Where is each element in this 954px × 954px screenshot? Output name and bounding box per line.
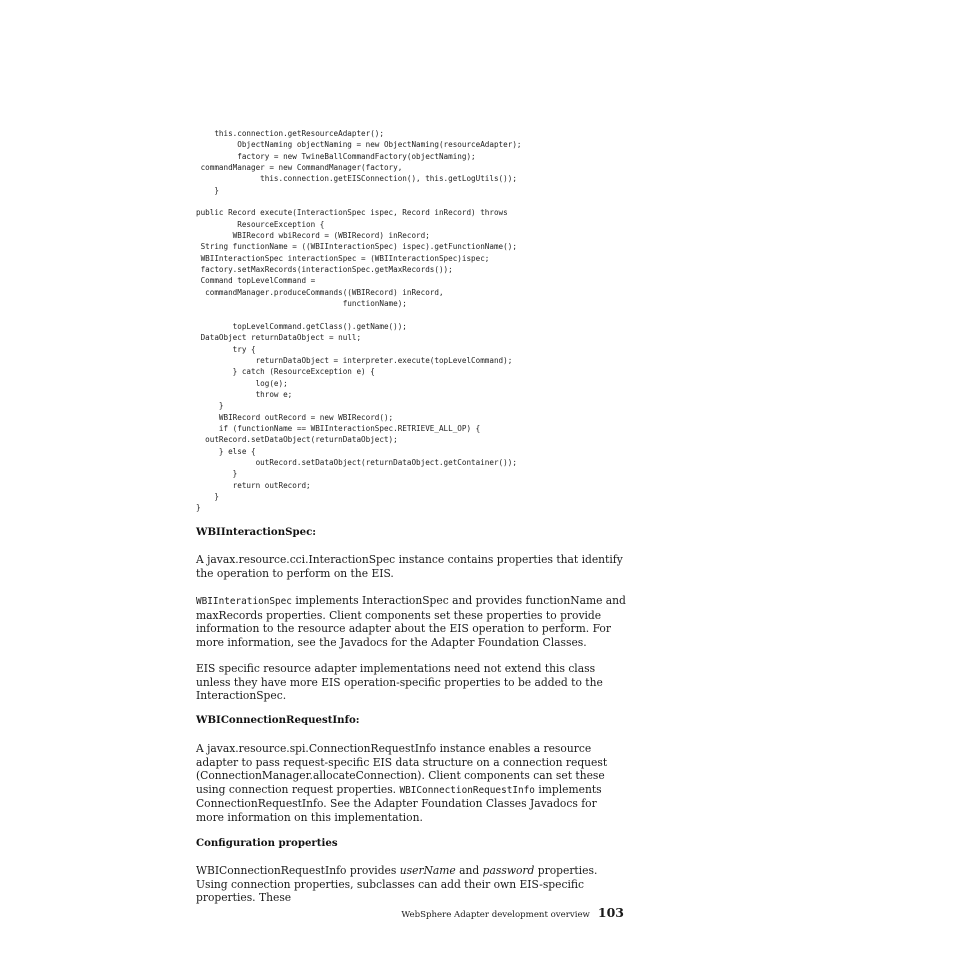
paragraph-wbiinteractionspec-desc: [196, 594, 626, 649]
paragraph-text: A javax.resource.cci.InteractionSpec instance contains properties that identify the operation to perform on the EIS.: [196, 553, 623, 580]
inline-code: WBIInterationSpec: [196, 596, 292, 607]
code-line: returnDataObject = interpreter.execute(topLevelCommand);: [255, 354, 513, 365]
code-line: log(e);: [255, 377, 288, 388]
paragraph-text-c: properties. Using connection properties, subclasses can add their own EIS-specific properties. These: [196, 864, 598, 905]
code-line: } else {: [218, 445, 256, 456]
code-line: this.connection.getEISConnection(), this.getLogUtils());: [260, 173, 517, 184]
paragraph-text-rest: implements InteractionSpec and provides functionName and maxRecords properties. Client components set these properties to provide information to the resource adapter about the EIS operation to perform. For more information, see the Javadocs for the Adapter Foundation Classes.: [196, 594, 626, 649]
code-line: }: [214, 184, 219, 195]
code-line: public Record execute(InteractionSpec ispec, Record inRecord) throws: [196, 207, 508, 218]
code-line: String functionName = ((WBIInteractionSpec) ispec).getFunctionName();: [200, 241, 517, 252]
code-line: }: [214, 491, 219, 501]
paragraph-text-a: A javax.resource.spi.ConnectionRequestInfo instance enables a resource adapter to pass request-specific EIS data structure on a connection request (ConnectionManager.allocateConnection). Client components can set these using connection request properties.: [196, 742, 608, 796]
code-line: return outRecord;: [232, 479, 311, 490]
inline-code: WBIConnectionRequestInfo: [399, 784, 535, 796]
heading-configuration-properties: Configuration properties: [196, 837, 338, 849]
code-line: commandManager = new CommandManager(factory,: [200, 162, 403, 173]
code-line: this.connection.getResourceAdapter();: [214, 128, 384, 138]
footer-title: WebSphere Adapter development overview: [401, 910, 590, 920]
code-line: DataObject returnDataObject = null;: [200, 332, 362, 343]
code-line: }: [196, 502, 201, 513]
paragraph-text-a: WBIConnectionRequestInfo provides: [196, 864, 400, 877]
code-line: commandManager.produceCommands((WBIRecord) inRecord,: [205, 286, 444, 297]
page-number: 103: [597, 905, 624, 920]
paragraph-text: [196, 742, 626, 825]
paragraph-text: [196, 864, 626, 905]
code-line: outRecord.setDataObject(returnDataObject);: [205, 434, 398, 445]
code-line: Command topLevelCommand =: [200, 275, 316, 286]
italic-username: userName: [399, 864, 456, 877]
paragraph-text-b: and: [455, 864, 483, 877]
page-footer: [401, 902, 624, 921]
code-line: ObjectNaming objectNaming = new ObjectNaming(resourceAdapter);: [237, 139, 522, 150]
code-line: } catch (ResourceException e) {: [232, 366, 375, 377]
code-line: factory = new TwineBallCommandFactory(objectNaming);: [237, 150, 476, 161]
code-line: factory.setMaxRecords(interactionSpec.getMaxRecords());: [200, 264, 453, 275]
code-listing: [196, 128, 521, 514]
heading-wbiconnectionrequestinfo: WBIConnectionRequestInfo:: [196, 714, 360, 726]
heading-wbiinteractionspec: WBIInteractionSpec:: [196, 526, 317, 538]
paragraph-text: [196, 594, 626, 649]
italic-password: password: [482, 864, 535, 877]
code-line: throw e;: [255, 388, 293, 399]
paragraph-text: EIS specific resource adapter implementations need not extend this class unless they have more EIS operation-specific properties to be added to the InteractionSpec.: [196, 662, 603, 703]
code-line: WBIRecord outRecord = new WBIRecord();: [218, 411, 394, 422]
code-line: try {: [232, 343, 256, 354]
paragraph-configuration-properties: [196, 864, 626, 905]
code-line: outRecord.setDataObject(returnDataObject.getContainer());: [255, 456, 517, 467]
paragraph-text-b: implements ConnectionRequestInfo. See the Adapter Foundation Classes Javadocs for more information on this implementation.: [196, 782, 602, 824]
code-line: topLevelCommand.getClass().getName());: [232, 320, 407, 331]
code-line: WBIRecord wbiRecord = (WBIRecord) inRecord;: [232, 230, 430, 241]
code-line: }: [232, 468, 238, 479]
code-line: if (functionName == WBIInteractionSpec.RETRIEVE_ALL_OP) {: [218, 422, 481, 433]
code-line: functionName);: [342, 298, 407, 309]
paragraph-interactionspec-intro: [196, 553, 626, 580]
code-line: WBIInteractionSpec interactionSpec = (WBIInteractionSpec)ispec;: [200, 252, 490, 263]
paragraph-connectionrequestinfo-desc: [196, 742, 626, 825]
code-line: }: [218, 400, 224, 411]
paragraph-eis-specific: [196, 662, 626, 703]
code-line: ResourceException {: [237, 218, 325, 229]
